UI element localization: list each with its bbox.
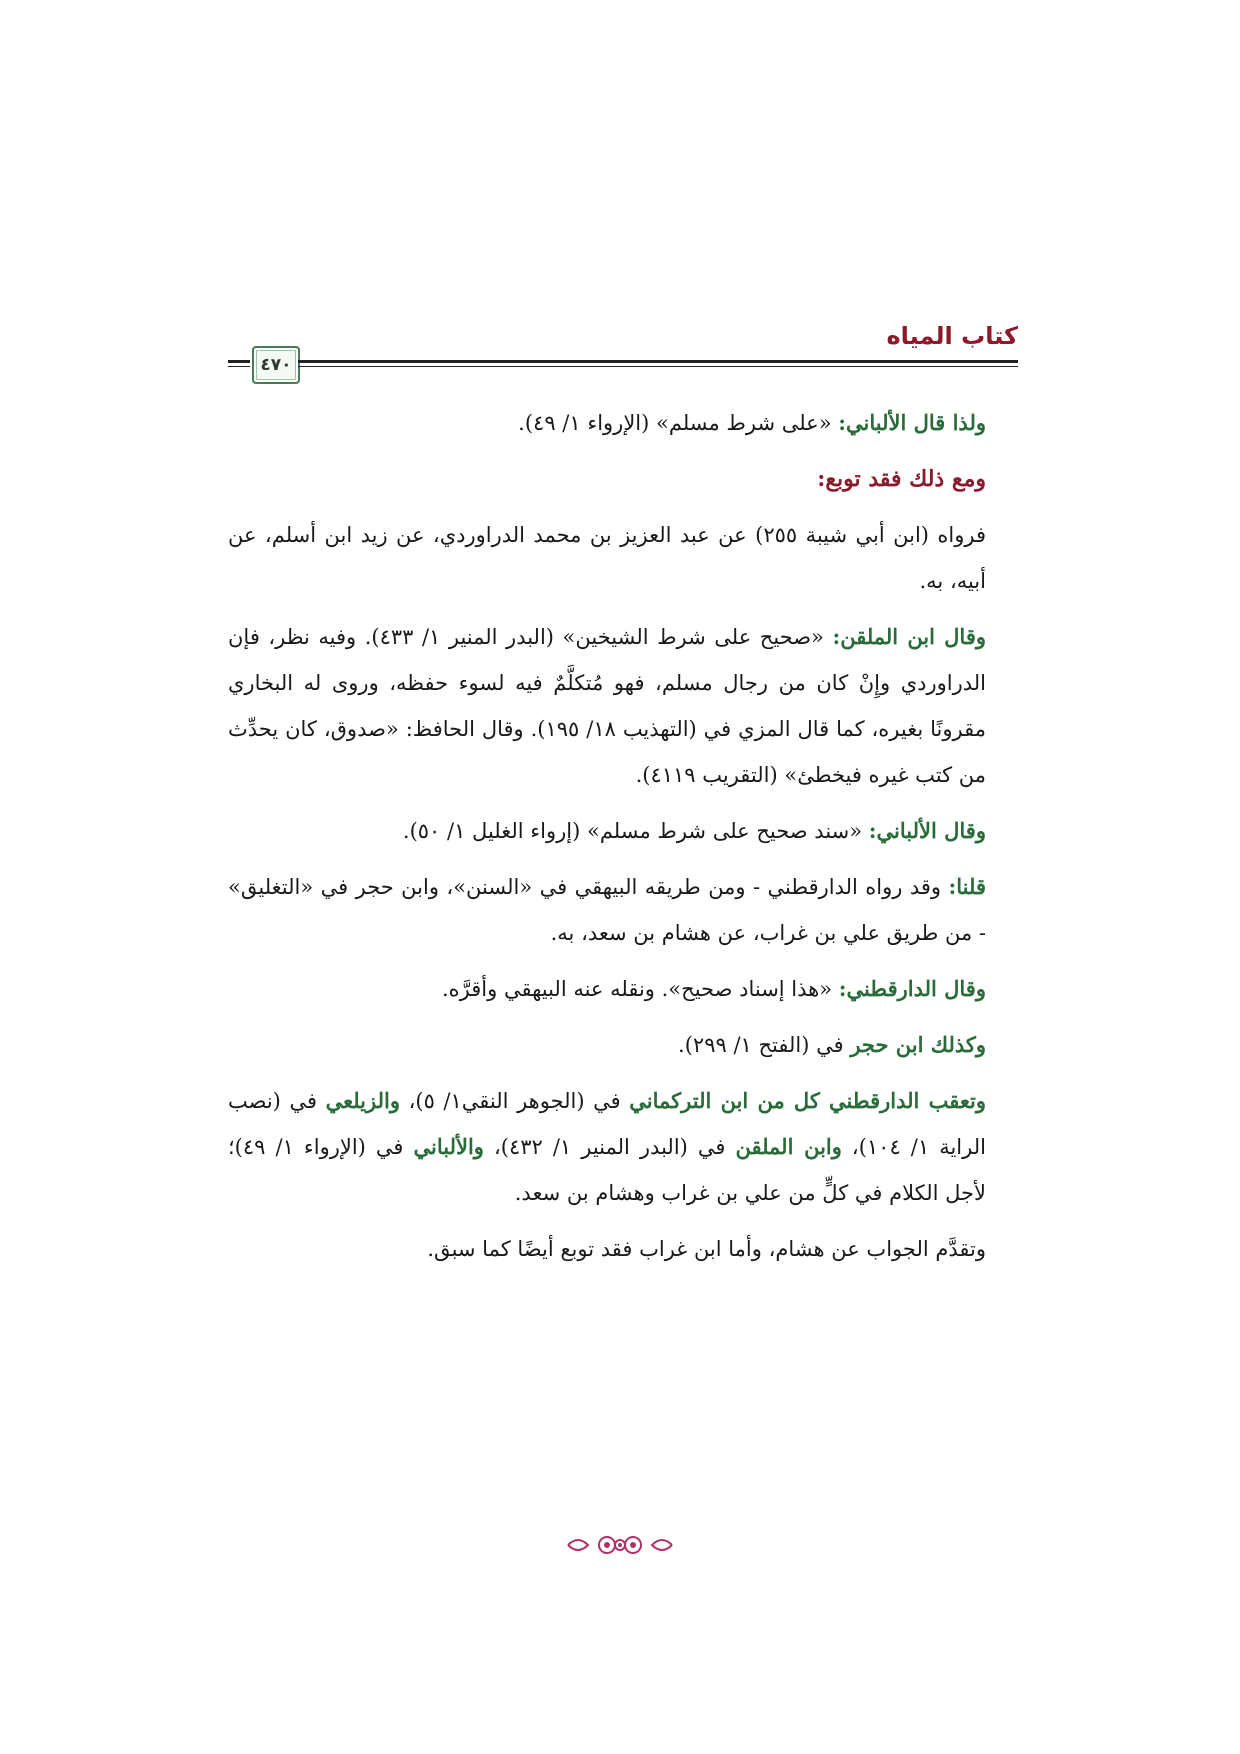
body-text: في (الجوهر النقي١/ ٥)، [400, 1089, 630, 1113]
highlight-label: وقال ابن الملقن: [832, 624, 986, 649]
header-rule-thin [298, 366, 1018, 367]
body-text: في (الإرواء ١/ ٤٩)؛ لأجل الكلام في كلٍّ من علي بن غراب وهشام بن سعد. [228, 1135, 986, 1205]
highlight-label: ولذا قال الألباني: [838, 410, 986, 435]
highlight-label: قلنا: [948, 874, 986, 899]
chapter-title: كتاب المياه [886, 322, 1018, 350]
highlight-label: وتعقب الدارقطني كل من ابن التركماني [629, 1088, 986, 1113]
page-body [228, 400, 1018, 1282]
paragraph [228, 1226, 1018, 1272]
body-text: «صحيح على شرط الشيخين» (البدر المنير ١/ ٤٣٣). وفيه نظر، فإن الدراوردي وإِنْ كان من رجال مسلم، فهو مُتكلَّمٌ فيه لسوء حفظه، وروى له البخاري مقرونًا بغيره، كما قال المزي في (التهذيب ١٨/ ١٩٥). وقال الحافظ: «صدوق، كان يحدِّث من كتب غيره فيخطئ» (التقريب ٤١١٩). [228, 625, 986, 787]
paragraph [228, 512, 1018, 604]
body-text: «على شرط مسلم» (الإرواء ١/ ٤٩). [518, 411, 839, 435]
paragraph [228, 456, 1018, 502]
paragraph [228, 1022, 1018, 1068]
body-text: في (البدر المنير ١/ ٤٣٢)، [483, 1135, 736, 1159]
body-text: فرواه (ابن أبي شيبة ٢٥٥) عن عبد العزيز بن محمد الدراوردي، عن زيد ابن أسلم، عن أبيه، به. [228, 523, 987, 593]
highlight-label: وابن الملقن [735, 1134, 842, 1159]
page-header [228, 318, 1018, 388]
highlight-label: ومع ذلك فقد توبع: [817, 466, 986, 492]
paragraph [228, 966, 1018, 1012]
highlight-label: والزيلعي [325, 1088, 400, 1113]
paragraph [228, 864, 1018, 956]
body-text: «سند صحيح على شرط مسلم» (إرواء الغليل ١/ ٥٠). [402, 819, 869, 843]
body-text: وتقدَّم الجواب عن هشام، وأما ابن غراب فقد توبع أيضًا كما سبق. [427, 1237, 986, 1261]
header-rule-left [228, 360, 250, 363]
floral-divider-icon [560, 1530, 680, 1560]
body-text: في (الفتح ١/ ٢٩٩). [678, 1033, 851, 1057]
paragraph [228, 400, 1018, 446]
highlight-label: والألباني [413, 1134, 484, 1159]
paragraph [228, 1078, 1018, 1216]
header-rule-thick [298, 360, 1018, 363]
highlight-label: وقال الألباني: [868, 818, 986, 843]
body-text: «هذا إسناد صحيح». ونقله عنه البيهقي وأقرَّه. [441, 977, 839, 1001]
body-text: وقد رواه الدارقطني - ومن طريقه البيهقي في «السنن»، وابن حجر في «التغليق» - من طريق علي بن غراب، عن هشام بن سعد، به. [228, 875, 986, 945]
page-number-badge [252, 346, 300, 384]
highlight-label: وقال الدارقطني: [838, 976, 986, 1001]
paragraph [228, 614, 1018, 798]
page-number: ٤٧٠ [260, 355, 292, 375]
header-rule-left-thin [228, 366, 250, 367]
paragraph [228, 808, 1018, 854]
highlight-label: وكذلك ابن حجر [850, 1032, 986, 1057]
body-text: في (نصب الراية ١/ ١٠٤)، [228, 1089, 986, 1159]
